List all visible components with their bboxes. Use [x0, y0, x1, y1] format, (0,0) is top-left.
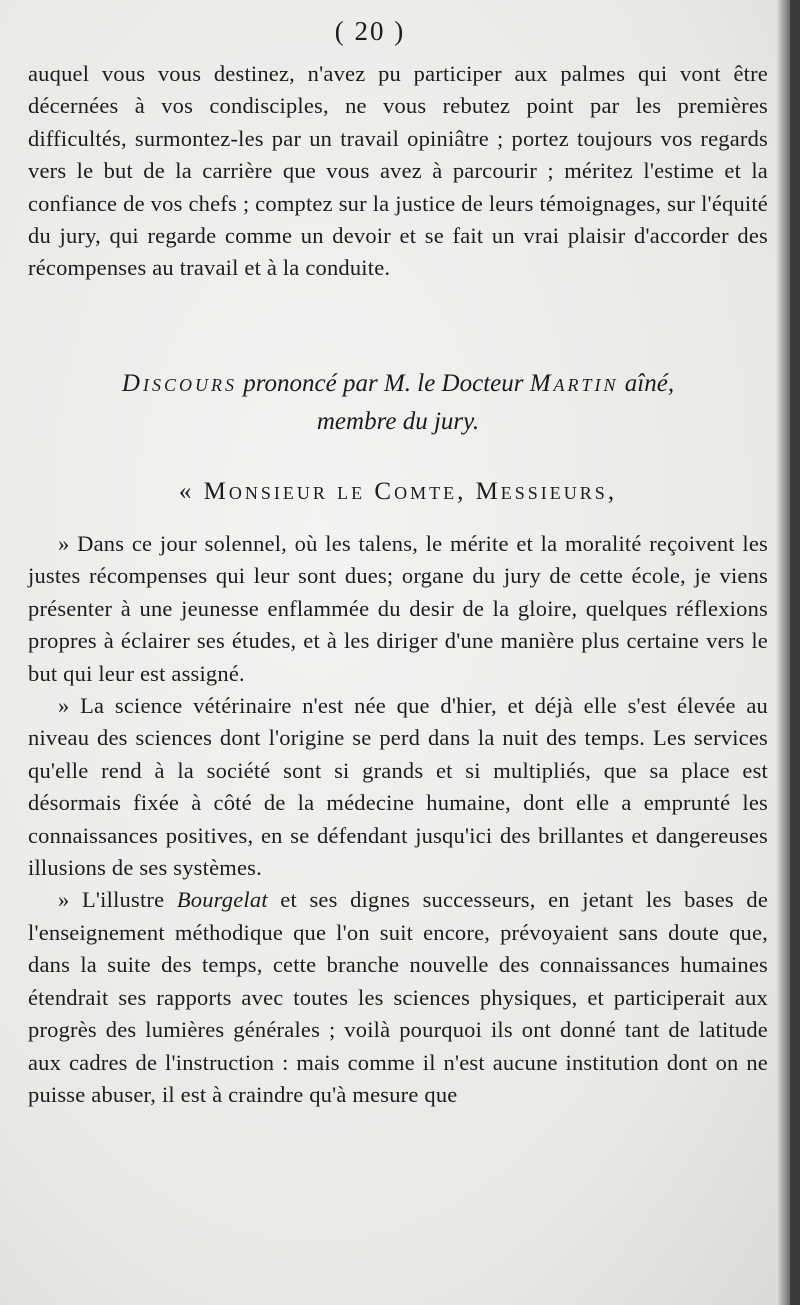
discours-word: Discours [121, 370, 237, 397]
page-number: ( 20 ) [334, 16, 406, 46]
page-edge-shadow [776, 0, 790, 1305]
salutation: « Monsieur le Comte, Messieurs, [178, 478, 618, 505]
discours-heading [28, 365, 768, 441]
discours-heading-line-2: membre du jury. [316, 408, 480, 435]
continued-paragraph [28, 58, 768, 285]
speech-body [28, 528, 768, 1111]
speech-paragraph-2: » La science vétérinaire n'est née que d'hier, et déjà elle s'est élevée au niveau des sciences dont l'origine se perd dans la nuit des temps. Les services qu'elle rend à la société sont si grands et si multipliés, que sa place est désormais fixée à côté de la médecine humaine, dont elle a emprunté les connaissances positives, en se défendant jusqu'ici des brillantes et dangereuses illusions de ses systèmes. [28, 693, 768, 881]
discours-name: Martin [529, 370, 619, 397]
p3-start: » L'illustre [58, 887, 177, 913]
discours-middle: prononcé par M. le [236, 370, 442, 397]
speech-paragraph-1: » Dans ce jour solennel, où les talens, le mérite et la moralité reçoivent les justes récompenses qui leur sont dues; organe du jury de cette école, je viens présenter à une jeunesse enflammée du desir de la gloire, quelques réflexions propres à éclairer ses études, et à les diriger d'une manière plus certaine vers le but qui leur est assigné. [28, 531, 768, 686]
p3-name-bourgelat: Bourgelat [176, 887, 268, 913]
discours-end: aîné, [618, 370, 675, 397]
discours-heading-line-1 [28, 365, 768, 403]
speech-paragraph-3 [28, 884, 768, 1111]
paragraph-text: auquel vous vous destinez, n'avez pu participer aux palmes qui vont être décernées à vos condisciples, ne vous rebutez point par les premières difficultés, surmontez-les par un travail opiniâtre ; portez toujours vos regards vers le but de la carrière que vous avez à parcourir ; méritez l'estime et la confiance de vos chefs ; comptez sur la justice de leurs témoignages, sur l'équité du jury, qui regarde comme un devoir et se fait un vrai plaisir d'accorder des récompenses au travail et à la conduite. [28, 61, 768, 281]
discours-docteur: Docteur [441, 370, 524, 397]
p3-rest: et ses dignes successeurs, en jetant les bases de l'enseignement méthodique que l'on suit encore, prévoyaient sans doute que, dans la suite des temps, cette branche nouvelle des connaissances humaines étendrait ses rapports avec toutes les sciences physiques, et participerait aux progrès des lumières générales ; voilà pourquoi ils ont donné tant de latitude aux cadres de l'instruction : mais comme il n'est aucune institution dont on ne puisse abuser, il est à craindre qu'à mesure que [28, 887, 769, 1107]
